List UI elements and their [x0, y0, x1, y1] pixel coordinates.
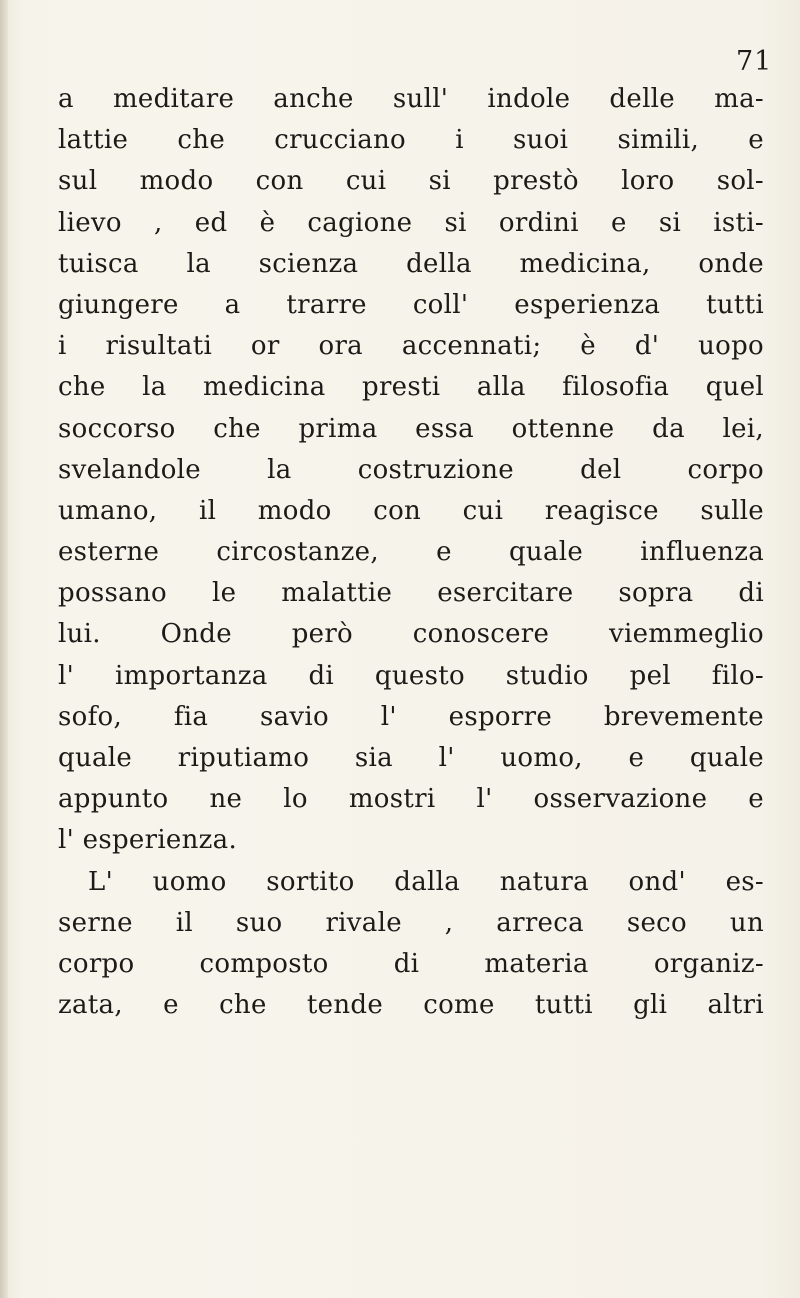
- text-line: che la medicina presti alla filosofia quel: [58, 372, 764, 403]
- text-line: l' importanza di questo studio pel filo-: [58, 660, 764, 691]
- text-line: possano le malattie esercitare sopra di: [58, 578, 764, 609]
- text-line: lattie che crucciano i suoi simili, e: [58, 125, 764, 156]
- page-gutter: [0, 0, 8, 1298]
- text-line: a meditare anche sull' indole delle ma-: [58, 84, 764, 114]
- text-line: esterne circostanze, e quale influenza: [58, 537, 764, 568]
- body-text: [58, 79, 764, 1026]
- text-line: giungere a trarre coll' esperienza tutti: [58, 289, 764, 320]
- text-line: sul modo con cui si prestò loro sol-: [58, 166, 764, 197]
- text-line: soccorso che prima essa ottenne da lei,: [58, 413, 764, 444]
- text-line: serne il suo rivale , arreca seco un: [58, 907, 764, 938]
- text-line: zata, e che tende come tutti gli altri: [58, 990, 764, 1021]
- text-line: l' esperienza.: [58, 825, 238, 856]
- text-line: corpo composto di materia organiz-: [58, 948, 764, 979]
- text-line: quale riputiamo sia l' uomo, e quale: [58, 743, 764, 773]
- text-line: sofo, fia savio l' esporre brevemente: [58, 701, 764, 732]
- text-line: tuisca la scienza della medicina, onde: [58, 248, 764, 279]
- page-number: 71: [736, 46, 773, 77]
- text-line: svelandole la costruzione del corpo: [58, 454, 764, 485]
- text-line: lui. Onde però conoscere viemmeglio: [58, 619, 764, 650]
- text-line: umano, il modo con cui reagisce sulle: [58, 495, 764, 526]
- text-line: L' uomo sortito dalla natura ond' es-: [88, 866, 764, 897]
- text-line: lievo , ed è cagione si ordini e si isti-: [58, 207, 764, 238]
- text-line: i risultati or ora accennati; è d' uopo: [58, 331, 764, 362]
- text-line: appunto ne lo mostri l' osservazione e: [58, 784, 764, 815]
